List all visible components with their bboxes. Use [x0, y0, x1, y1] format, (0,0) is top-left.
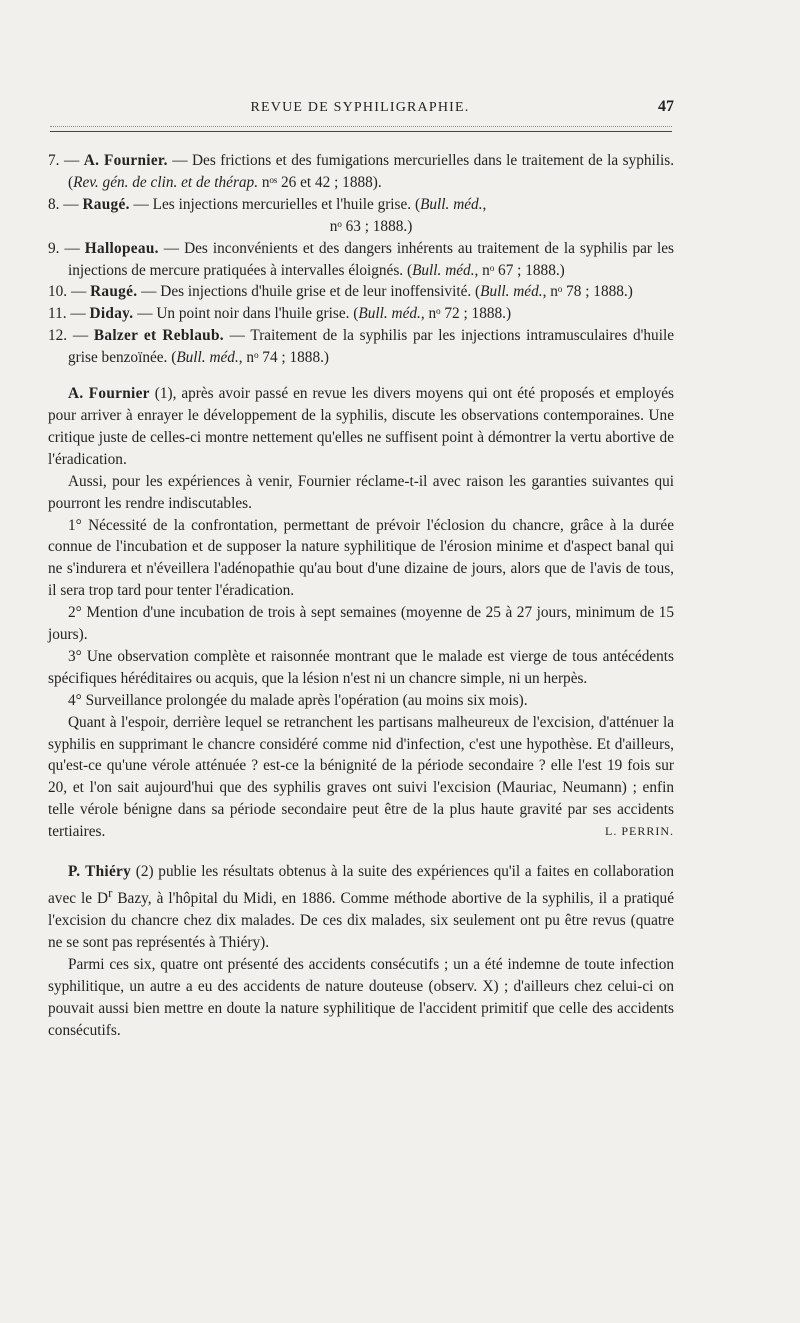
bib-number: 9. [48, 239, 60, 257]
bib-number: 11. [48, 305, 67, 323]
bib-source: Bull. méd. [176, 349, 239, 367]
fournier-paragraph-2: Aussi, pour les expériences à venir, Fournier réclame-t-il avec raison les garanties suivantes qui pourront les rendre indiscutables. [48, 472, 674, 512]
bib-title: Un point noir dans l'huile grise. [156, 305, 350, 323]
thiery-review [48, 861, 674, 1041]
spacer [48, 369, 674, 383]
bib-entry-11: 11. — Diday. — Un point noir dans l'huile grise. (Bull. méd., nᵒ 72 ; 1888.) [48, 305, 512, 323]
bib-title: Des injections d'huile grise et de leur inoffensivité. [160, 283, 472, 301]
bib-tail: nᵒ 67 ; 1888.) [482, 261, 565, 279]
bib-author: Hallopeau. [84, 239, 159, 257]
bib-author: A. Fournier. [83, 152, 168, 169]
bib-author: Raugé. [82, 195, 130, 213]
header-rule-dotted [50, 126, 672, 127]
bib-source: Bull. méd. [412, 261, 475, 279]
fournier-paragraph-5: 3° Une observation complète et raisonnée montrant que le malade est vierge de tous antécédents spécifiques héréditaires ou acquis, que la lésion n'est ni un chancre simple, ni un herpès. [48, 647, 674, 687]
bibliography-list [48, 150, 674, 369]
bib-number: 12. [48, 327, 68, 345]
bib-source: Rev. gén. de clin. et de thérap. [73, 173, 259, 191]
page-number: 47 [658, 98, 674, 115]
fournier-paragraph-3: 1° Nécessité de la confrontation, permettant de prévoir l'éclosion du chancre, grâce à la durée connue de l'incubation et de supposer la nature syphilitique de l'érosion minime et d'aspect banal qui ne s'indurera et n'éveillera l'adénopathie qu'au bout d'une dizaine de jours, alors que de l'avis de tous, il sera trop tard pour tenter l'éradication. [48, 516, 674, 600]
thiery-paragraph-1: P. Thiéry (2) publie les résultats obtenus à la suite des expériences qu'il a faites en collaboration avec le $D^r$ Bazy, à l'hôpital du Midi, en 1886. Comme méthode abortive de la syphilis, il a pratiqué l'excision du chancre chez dix malades. De ces dix malades, six seulement ont pu être revus (quatre ne se sont pas représentés à Thiéry). [48, 863, 675, 951]
bib-number: 10. [48, 283, 68, 301]
fournier-paragraph-7: Quant à l'espoir, derrière lequel se retranchent les partisans malheureux de l'excision, d'atténuer la syphilis en supprimant le chancre considéré comme nid d'infection, c'est une hypothèse. Et d'ailleurs, qu'est-ce qu'une vérole atténuée ? est-ce la bénignité de la période secondaire ? elle l'est 19 fois sur 20, et l'on sait aujourd'hui que des syphilis graves ont suivi l'excision (Mauriac, Neumann) ; enfin telle vérole bénigne dans sa période secondaire peut être de la plus haute gravité par ses accidents tertiaires. L. PERRIN. [48, 712, 674, 843]
bib-author: Raugé. [90, 283, 138, 301]
bib-author: Diday. [89, 305, 134, 323]
bib-author: Balzer et Reblaub. [93, 327, 224, 345]
header-rule [50, 131, 672, 132]
bib-source: Bull. méd. [480, 283, 543, 301]
reviewer-signature: L. PERRIN. [604, 824, 674, 839]
bib-entry-10: 10. — Raugé. — Des injections d'huile grise et de leur inoffensivité. (Bull. méd., nᵒ 78 ; 1888.) [48, 283, 633, 301]
spacer [48, 843, 674, 861]
bib-entry-12: 12. — Balzer et Reblaub. — Traitement de la syphilis par les injections intramusculaires d'huile grise benzoïnée. (Bull. méd., nᵒ 74 ; 1888.) [48, 327, 674, 367]
review-author: P. Thiéry [68, 863, 132, 881]
thiery-paragraph-2: Parmi ces six, quatre ont présenté des accidents consécutifs ; un a été indemne de toute infection syphilitique, un autre a eu des accidents de nature douteuse (observ. X) ; d'ailleurs chez celui-ci on pouvait aussi bien mettre en doute la nature syphilitique de l'accident primitif que celle des accidents consécutifs. [48, 955, 674, 1039]
bib-number: 8. [48, 195, 60, 213]
bib-entry-8: 8. — Raugé. — Les injections mercurielles et l'huile grise. (Bull. méd., nᵒ 63 ; 1888.) [48, 195, 487, 235]
bib-title: Des inconvénients et des dangers inhérents au traitement de la syphilis par les injections de mercure pratiquées à intervalles éloignés. [68, 239, 675, 279]
bib-tail: nᵒ 78 ; 1888.) [550, 283, 633, 301]
bib-entry-7: 7. — A. Fournier. — Des frictions et des fumigations mercurielles dans le traitement de la syphilis. (Rev. gén. de clin. et de thérap. nᵒˢ 26 et 42 ; 1888). [48, 152, 675, 191]
fournier-paragraph-6: 4° Surveillance prolongée du malade après l'opération (au moins six mois). [68, 691, 528, 709]
bib-tail: nᵒ 74 ; 1888.) [246, 349, 330, 367]
bib-source: Bull. méd. [358, 305, 421, 323]
bib-tail: nᵒˢ 26 et 42 ; 1888). [261, 173, 382, 191]
running-header: REVUE DE SYPHILIGRAPHIE. [250, 100, 470, 115]
page-content [48, 150, 674, 1041]
bib-source: Bull. méd. [420, 195, 483, 213]
review-author: A. Fournier [68, 385, 150, 403]
bib-number: 7. [48, 152, 60, 169]
bib-entry-9: 9. — Hallopeau. — Des inconvénients et des dangers inhérents au traitement de la syphilis par les injections de mercure pratiquées à intervalles éloignés. (Bull. méd., nᵒ 67 ; 1888.) [48, 239, 675, 279]
bib-tail: nᵒ 63 ; 1888.) [329, 217, 413, 235]
fournier-review [48, 383, 674, 843]
bib-title: Les injections mercurielles et l'huile grise. [152, 195, 412, 213]
bib-title: Des frictions et des fumigations mercurielles dans le traitement de la syphilis. [191, 152, 675, 169]
bib-title: Traitement de la syphilis par les injections intramusculaires d'huile grise benzoïnée. [68, 327, 674, 367]
fournier-paragraph-1: A. Fournier (1), après avoir passé en revue les divers moyens qui ont été proposés et employés pour arriver à enrayer le développement de la syphilis, discute les observations contemporaines. Une critique juste de celles-ci montre nettement qu'elles ne suffisent point à démontrer la vertu abortive de l'éradication. [48, 385, 674, 468]
bib-tail: nᵒ 72 ; 1888.) [428, 305, 512, 323]
fournier-paragraph-4: 2° Mention d'une incubation de trois à sept semaines (moyenne de 25 à 27 jours, minimum de 15 jours). [48, 604, 674, 644]
